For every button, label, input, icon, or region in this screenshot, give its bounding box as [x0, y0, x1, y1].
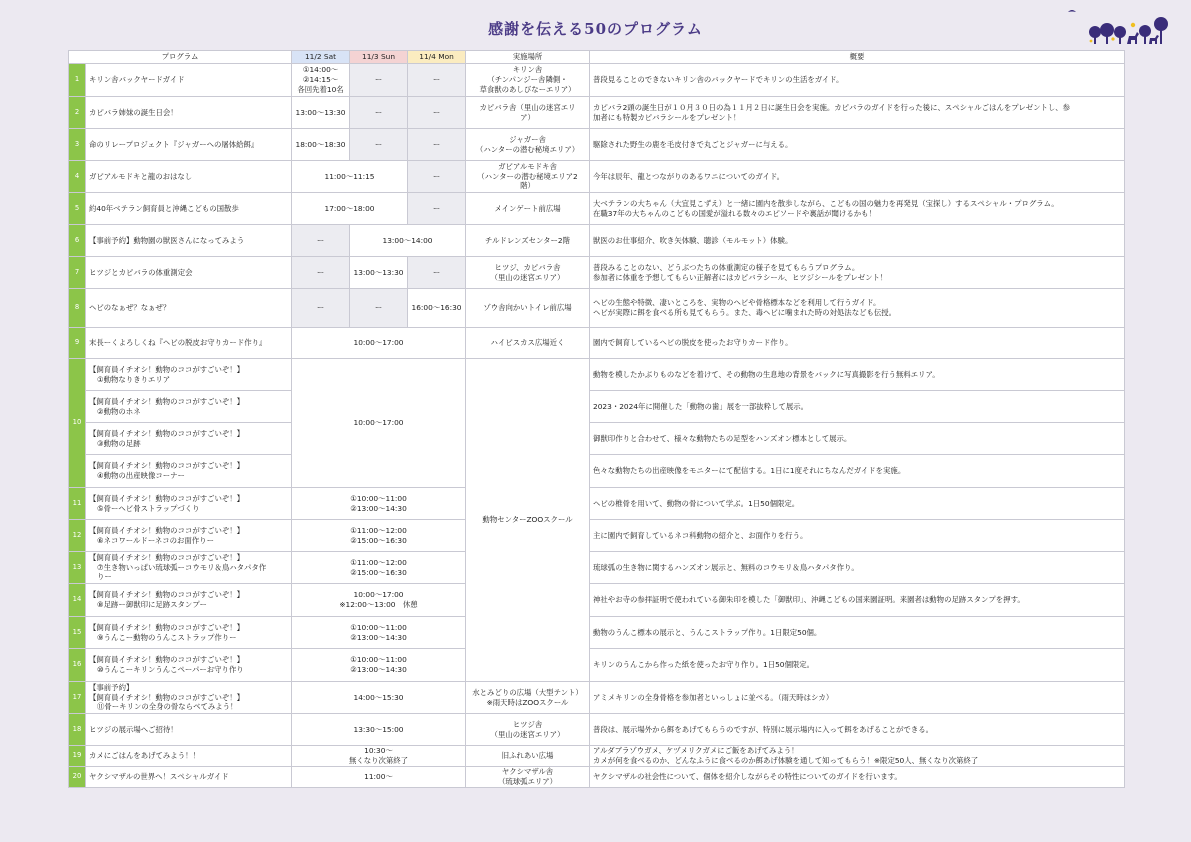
overview-line: カピバラ2頭の誕生日が１０月３０日の為１１月２日に誕生日会を実施。カピバラのガイドを行った後に、スペシャルごはんをプレゼントし、参: [593, 102, 1071, 112]
table-row: [69, 617, 1125, 649]
overview: [590, 289, 1125, 328]
row-number-line: 18: [72, 724, 82, 733]
program-name: [86, 682, 292, 714]
overview-line: アルダブラゾウガメ、ケヅメリクガメにご飯をあげてみよう！: [593, 746, 799, 755]
program-subname: ③動物の足跡: [97, 438, 141, 448]
overview-line: 参加者に体重を予想してもらい正解者にはカピバラシール、ヒツジシールをプレゼント！: [593, 272, 888, 282]
overview: [590, 488, 1125, 520]
overview: [590, 746, 1125, 767]
schedule-all-days-line: 10:00〜17:00: [353, 590, 404, 600]
schedule-all-days-line: ②15:00〜16:30: [350, 535, 407, 545]
program-name: [86, 423, 292, 455]
row-number: [69, 584, 86, 617]
header-program: プログラム: [69, 51, 292, 64]
program-name: [86, 257, 292, 289]
program-name: [86, 520, 292, 552]
row-number-line: 5: [74, 203, 80, 212]
schedule-day3: ー: [408, 161, 466, 193]
program-name-line: 末長ーくよろしくね『ヘビの脱皮お守りカード作り』: [89, 338, 267, 347]
schedule-day3: ー: [408, 64, 466, 97]
row-number-line: 13: [72, 562, 82, 571]
schedule-all-days-line: ①10:00〜11:00: [350, 493, 407, 503]
overview: [590, 129, 1125, 161]
program-name: [86, 488, 292, 520]
program-name: [86, 746, 292, 767]
schedule-day1-line: ①14:00〜: [302, 65, 339, 75]
overview-line: 獣医のお仕事紹介、吹き矢体験、聴診（モルモット）体験。: [593, 235, 793, 245]
row-number: [69, 225, 86, 257]
overview: [590, 64, 1125, 97]
venue-line: （チンパンジー舎隣側・: [487, 75, 568, 84]
row-number-line: 4: [74, 171, 80, 180]
overview-line: 2023・2024年に開催した「動物の歯」展を一部抜粋して展示。: [593, 401, 809, 411]
venue-line: （里山の迷宮エリア）: [490, 729, 565, 739]
program-subname: ⑩うんこーキリンうんこペーパーお守り作り: [97, 665, 244, 674]
schedule-all-days: [292, 682, 466, 714]
venue: [466, 64, 590, 97]
schedule-day1: ー: [292, 225, 350, 257]
schedule-all-days-line: 10:00〜17:00: [353, 338, 404, 347]
schedule-all-days-line: ②13:00〜14:30: [350, 503, 407, 513]
program-name-line: 【飼育員イチオシ！動物のココがすごいぞ！】: [89, 590, 245, 600]
row-number: [69, 682, 86, 714]
venue-line: （琉球弧エリア）: [497, 776, 558, 786]
venue-line: 草食獣のあしびなーエリア）: [479, 84, 576, 94]
page-title: 感謝を伝える50のプログラム: [488, 20, 703, 38]
table-row: [69, 488, 1125, 520]
venue: [466, 328, 590, 359]
table-row: [69, 289, 1125, 328]
program-name: [86, 225, 292, 257]
schedule-day1-line: 18:00〜18:30: [295, 139, 346, 149]
schedule-day3: ー: [408, 97, 466, 129]
header-place: 実施場所: [466, 51, 590, 64]
program-subname: ⑧足跡ー御獣印に足跡スタンプー: [97, 600, 207, 609]
overview: [590, 714, 1125, 746]
row-number-line: 12: [72, 530, 82, 539]
program-name-line: カメにごはんをあげてみよう！！: [89, 750, 200, 760]
schedule-day1-line: 各回先着10名: [297, 84, 344, 94]
schedule-day2: ー: [350, 129, 408, 161]
overview: [590, 552, 1125, 584]
schedule-all-days-line: ①10:00〜11:00: [350, 655, 407, 665]
overview-line: 大ベテランの大ちゃん（大宜見こずえ）と一緒に園内を散歩しながら、こどもの国の魅力を再発見（宝探し）するスペシャル・プログラム。: [593, 198, 1059, 208]
overview: [590, 423, 1125, 455]
row-number-line: 10: [72, 418, 82, 427]
overview: [590, 193, 1125, 225]
row-number: [69, 649, 86, 682]
row-number-line: 11: [72, 498, 82, 507]
schedule-day1-line: 13:00〜13:30: [295, 107, 346, 117]
row-number: [69, 714, 86, 746]
program-name-line: 【飼育員イチオシ！動物のココがすごいぞ！】: [89, 364, 245, 374]
schedule-all-days: [292, 584, 466, 617]
schedule-all-days-line: 13:30〜15:00: [353, 724, 404, 734]
program-name: [86, 455, 292, 488]
row-number: [69, 64, 86, 97]
table-row: [69, 328, 1125, 359]
table-row: [69, 714, 1125, 746]
program-name: [86, 129, 292, 161]
overview-line: ヘビの椎骨を用いて、動物の骨について学ぶ。1日50個限定。: [593, 498, 800, 508]
venue-line: ガビアルモドキ舎: [498, 161, 557, 171]
schedule-day3: ー: [408, 257, 466, 289]
program-name-line: 【飼育員イチオシ！動物のココがすごいぞ！】: [89, 461, 245, 471]
program-name-line: ヒツジとカピバラの体重測定会: [89, 267, 193, 277]
row-number: [69, 193, 86, 225]
program-name-line: ヘビのなぁぜ？なぁぜ？: [89, 303, 171, 312]
overview-line: 加者にも特製カピバラシールをプレゼント！: [593, 112, 741, 122]
schedule-all-days: [292, 359, 466, 488]
program-name-line: 【事前予約】動物園の獣医さんになってみよう: [89, 235, 245, 245]
header-day3: 11/4 Mon: [408, 51, 466, 64]
schedule-day1: [292, 64, 350, 97]
table-row: [69, 649, 1125, 682]
overview: [590, 584, 1125, 617]
row-number-line: 15: [72, 627, 82, 636]
venue-line: ※雨天時はZOOスクール: [486, 697, 569, 707]
venue-line: 水とみどりの広場（大型テント）: [472, 687, 583, 697]
row-number-line: 19: [72, 751, 82, 760]
table-row: [69, 391, 1125, 423]
venue-line: カピバラ舎（里山の迷宮エリ: [479, 102, 576, 112]
table-row: [69, 552, 1125, 584]
table-row: [69, 359, 1125, 391]
row-number-line: 8: [74, 303, 80, 312]
schedule-day1-2: [292, 193, 408, 225]
overview-line: ヘビの生態や特徴、凄いところを、実物のヘビや骨格標本などを利用して行うガイド。: [593, 298, 881, 308]
schedule-all-days-line: ①11:00〜12:00: [350, 557, 407, 567]
program-name: [86, 766, 292, 787]
schedule-day1: [292, 97, 350, 129]
program-subname: りー: [97, 572, 112, 582]
venue-line: 動物センターZOOスクール: [482, 515, 573, 524]
venue: [466, 289, 590, 328]
program-name-line: 【飼育員イチオシ！動物のココがすごいぞ！】: [89, 655, 245, 665]
program-name: [86, 328, 292, 359]
venue: [466, 714, 590, 746]
program-subname: ⑪骨ーキリンの全身の骨ならべてみよう！: [97, 702, 238, 712]
schedule-all-days: [292, 766, 466, 787]
table-row: [69, 129, 1125, 161]
program-name-line: 命のリレープロジェクト『ジャガーへの屠体給餌』: [89, 139, 259, 149]
schedule-day3: ー: [408, 193, 466, 225]
overview-line: 主に園内で飼育しているネコ科動物の紹介と、お面作りを行う。: [593, 530, 808, 540]
row-number: [69, 161, 86, 193]
program-subname: 【飼育員イチオシ！動物のココがすごいぞ！】: [89, 692, 245, 702]
header-day2: 11/3 Sun: [350, 51, 408, 64]
schedule-all-days-line: ②15:00〜16:30: [350, 567, 407, 577]
venue-line: ヤクシマザル舎: [501, 766, 554, 776]
schedule-day2-line: 13:00〜13:30: [353, 267, 404, 277]
schedule-all-days-line: 11:00〜: [364, 771, 393, 781]
schedule-all-days-line: ②13:00〜14:30: [350, 632, 407, 642]
schedule-all-days-line: 無くなり次第終了: [348, 755, 409, 765]
row-number: [69, 328, 86, 359]
table-row: [69, 97, 1125, 129]
program-name: [86, 193, 292, 225]
venue-line: キリン舎: [512, 65, 543, 75]
program-name-line: 【飼育員イチオシ！動物のココがすごいぞ！】: [89, 428, 245, 438]
overview: [590, 682, 1125, 714]
program-name: [86, 64, 292, 97]
overview-line: 普段みることのない、どうぶつたちの体重測定の様子を見てもらうプログラム。: [593, 262, 860, 272]
schedule-day3-line: 16:00〜16:30: [411, 303, 462, 312]
venue-line: ヒツジ、カピバラ舎: [494, 262, 561, 272]
program-subname: ②動物のホネ: [97, 406, 141, 416]
overview: [590, 328, 1125, 359]
venue: [466, 746, 590, 767]
program-name-line: カピバラ姉妹の誕生日会！: [89, 107, 178, 117]
overview-line: 御獣印作りと合わせて、様々な動物たちの足型をハンズオン標本として展示。: [593, 433, 852, 443]
program-subname: ⑥ネコワールドーネコのお面作りー: [97, 535, 214, 545]
table-row: [69, 161, 1125, 193]
venue-line: 旧ふれあい広場: [501, 750, 554, 760]
schedule-all-days: [292, 488, 466, 520]
row-number: [69, 129, 86, 161]
schedule-all-days-line: 14:00〜15:30: [353, 692, 404, 702]
program-name: [86, 161, 292, 193]
venue: [466, 359, 590, 682]
program-name: [86, 714, 292, 746]
schedule-all-days: [292, 746, 466, 767]
overview-line: 動物のうんこ標本の展示と、うんこストラップ作り。1日限定50個。: [593, 627, 822, 637]
venue-line: 階）: [520, 181, 535, 191]
table-row: [69, 682, 1125, 714]
venue-line: ハイビスカス広場近く: [490, 338, 565, 347]
overview-line: 普段は、展示場外から餌をあげてもらうのですが、特別に展示場内に入って餌をあげることができる。: [593, 724, 933, 734]
venue-line: ジャガー舎: [509, 134, 546, 144]
row-number: [69, 746, 86, 767]
overview-line: ヘビが実際に餌を食べる所も見てもらう。また、毒ヘビに噛まれた時の対処法なども伝授。: [593, 308, 897, 317]
venue-line: ア）: [520, 112, 535, 122]
program-name-line: 【飼育員イチオシ！動物のココがすごいぞ！】: [89, 552, 245, 562]
row-number: [69, 520, 86, 552]
schedule-all-days: [292, 552, 466, 584]
schedule-day2: ー: [350, 289, 408, 328]
table-row: [69, 225, 1125, 257]
program-name-line: 【事前予約】: [89, 682, 134, 692]
program-name: [86, 391, 292, 423]
overview: [590, 766, 1125, 787]
venue: [466, 257, 590, 289]
row-number: [69, 617, 86, 649]
venue: [466, 97, 590, 129]
program-table: [68, 50, 1125, 788]
table-row: [69, 746, 1125, 767]
overview-line: 神社やお寺の参拝証明で使われている御朱印を模した「御獣印」、沖縄こどもの国来園証明。来園者は動物の足跡スタンプを押す。: [593, 595, 1025, 604]
overview-line: 今年は辰年、龍とつながりのあるワニについてのガイド。: [593, 171, 784, 181]
row-number-line: 3: [74, 139, 80, 148]
program-name: [86, 617, 292, 649]
schedule-all-days-line: 10:00〜17:00: [353, 418, 404, 427]
program-subname: ⑤骨ーヘビ骨ストラップづくり: [97, 503, 200, 513]
schedule-day1: ー: [292, 257, 350, 289]
schedule-all-days: [292, 520, 466, 552]
overview-line: カメが何を食べるのか、どんなふうに食べるのか餌あげ体験を通して知ってもらう！※限定50人、無くなり次第終了: [593, 755, 979, 765]
overview: [590, 97, 1125, 129]
overview-line: 動物を模したかぶりものなどを着けて、その動物の生息地の背景をバックに写真撮影を行う無料エリア。: [593, 369, 940, 379]
row-number: [69, 488, 86, 520]
header-day1: 11/2 Sat: [292, 51, 350, 64]
venue: [466, 129, 590, 161]
venue: [466, 161, 590, 193]
program-name-line: ヤクシマザルの世界へ！スペシャルガイド: [89, 771, 229, 781]
schedule-day2-3-line: 13:00〜14:00: [382, 235, 433, 245]
schedule-day3: ー: [408, 129, 466, 161]
table-header-row: [69, 51, 1125, 64]
schedule-day1: [292, 129, 350, 161]
overview-line: 琉球弧の生き物に関するハンズオン展示と、無料のコウモリ＆鳥ハタパタ作り。: [593, 562, 859, 572]
program-name-line: 【飼育員イチオシ！動物のココがすごいぞ！】: [89, 396, 245, 406]
schedule-day2: [350, 257, 408, 289]
schedule-all-days: [292, 328, 466, 359]
row-number-line: 17: [72, 692, 82, 701]
program-name-line: 【飼育員イチオシ！動物のココがすごいぞ！】: [89, 493, 245, 503]
overview-line: キリンのうんこから作った紙を使ったお守り作り。1日50個限定。: [593, 660, 815, 669]
venue: [466, 682, 590, 714]
row-number: [69, 289, 86, 328]
venue: [466, 766, 590, 787]
overview-line: 在職37年の大ちゃんのこどもの国愛が溢れる数々のエピソードや裏話が聞けるかも！: [593, 208, 876, 218]
schedule-all-days: [292, 617, 466, 649]
row-number-line: 20: [72, 772, 82, 781]
overview-line: ヤクシマザルの社会性について、個体を紹介しながらその特性についてのガイドを行います。: [593, 771, 902, 781]
program-name-line: ヒツジの展示場へご招待！: [89, 724, 178, 734]
schedule-day1-2-line: 17:00〜18:00: [324, 203, 375, 213]
overview: [590, 520, 1125, 552]
overview: [590, 455, 1125, 488]
table-row: [69, 455, 1125, 488]
venue: [466, 193, 590, 225]
row-number-line: 6: [74, 235, 80, 244]
row-number: [69, 97, 86, 129]
schedule-all-days-line: 10:30〜: [364, 746, 393, 755]
program-name: [86, 97, 292, 129]
row-number: [69, 359, 86, 488]
overview: [590, 391, 1125, 423]
row-number-line: 16: [72, 660, 82, 669]
schedule-all-days-line: ①10:00〜11:00: [350, 622, 407, 632]
overview: [590, 359, 1125, 391]
overview-line: 園内で飼育しているヘビの脱皮を使ったお守りカード作り。: [593, 338, 793, 347]
row-number-line: 7: [74, 267, 80, 276]
program-subname: ④動物の出産映像コーナー: [97, 471, 185, 480]
schedule-day2: ー: [350, 64, 408, 97]
program-name: [86, 649, 292, 682]
program-name: [86, 359, 292, 391]
program-name: [86, 552, 292, 584]
table-row: [69, 64, 1125, 97]
header-overview: 概要: [590, 51, 1125, 64]
row-number-line: 2: [74, 107, 80, 116]
venue-line: メインゲート前広場: [494, 203, 561, 213]
venue-line: ゾウ舎向かいトイレ前広場: [483, 303, 572, 312]
overview: [590, 257, 1125, 289]
schedule-day1: ー: [292, 289, 350, 328]
program-subname: ①動物なりきりエリア: [97, 374, 171, 384]
schedule-all-days: [292, 714, 466, 746]
table-row: [69, 193, 1125, 225]
overview: [590, 161, 1125, 193]
table-row: [69, 423, 1125, 455]
schedule-day2: ー: [350, 97, 408, 129]
schedule-all-days-line: ②13:00〜14:30: [350, 665, 407, 674]
row-number-line: 1: [74, 75, 80, 84]
program-name: [86, 584, 292, 617]
row-number: [69, 257, 86, 289]
program-name-line: 【飼育員イチオシ！動物のココがすごいぞ！】: [89, 525, 245, 535]
overview: [590, 649, 1125, 682]
table-row: [69, 584, 1125, 617]
schedule-all-days-line: ①11:00〜12:00: [350, 525, 407, 535]
program-name: [86, 289, 292, 328]
schedule-all-days: [292, 649, 466, 682]
zoo-animals-illustration: [1065, 6, 1175, 48]
overview: [590, 225, 1125, 257]
program-name-line: 約40年ベテラン飼育員と沖縄こどもの国散歩: [89, 203, 239, 213]
schedule-day2-3: [350, 225, 466, 257]
schedule-all-days-line: ※12:00〜13:00 休憩: [339, 600, 418, 609]
schedule-day3: [408, 289, 466, 328]
overview-line: 色々な動物たちの出産映像をモニターにて配信する。1日に1度それにちなんだガイドを実施。: [593, 466, 906, 475]
venue-line: （ハンターの潜む秘境エリア2: [477, 171, 578, 181]
program-subname: ⑨うんこー動物のうんこストラップ作りー: [97, 632, 237, 642]
row-number: [69, 766, 86, 787]
row-number: [69, 552, 86, 584]
venue-line: ヒツジ舎: [512, 719, 543, 729]
row-number-line: 9: [74, 338, 80, 347]
table-row: [69, 520, 1125, 552]
program-name-line: キリン舎バックヤードガイド: [89, 75, 185, 84]
overview-line: 普段見ることのできないキリン舎のバックヤードでキリンの生活をガイド。: [593, 75, 844, 84]
schedule-day1-2-line: 11:00〜11:15: [324, 171, 375, 181]
program-subname: ⑦生き物いっぱい琉球弧ーコウモリ＆鳥ハタパタ作: [97, 562, 267, 572]
venue-line: （里山の迷宮エリア）: [490, 272, 565, 282]
venue-line: チルドレンズセンター2階: [485, 235, 570, 245]
program-name-line: 【飼育員イチオシ！動物のココがすごいぞ！】: [89, 622, 245, 632]
program-name-line: ガビアルモドキと龍のおはなし: [89, 171, 193, 181]
overview: [590, 617, 1125, 649]
schedule-day1-2: [292, 161, 408, 193]
venue: [466, 225, 590, 257]
row-number-line: 14: [72, 595, 82, 604]
overview-line: アミメキリンの全身骨格を参加者といっしょに並べる。（雨天時はシカ）: [593, 692, 834, 702]
table-row: [69, 257, 1125, 289]
venue-line: （ハンターの潜む秘境エリア）: [475, 144, 580, 154]
overview-line: 駆除された野生の鹿を毛皮付きで丸ごとジャガーに与える。: [593, 139, 793, 149]
table-row: [69, 766, 1125, 787]
schedule-day1-line: ②14:15〜: [302, 75, 339, 84]
